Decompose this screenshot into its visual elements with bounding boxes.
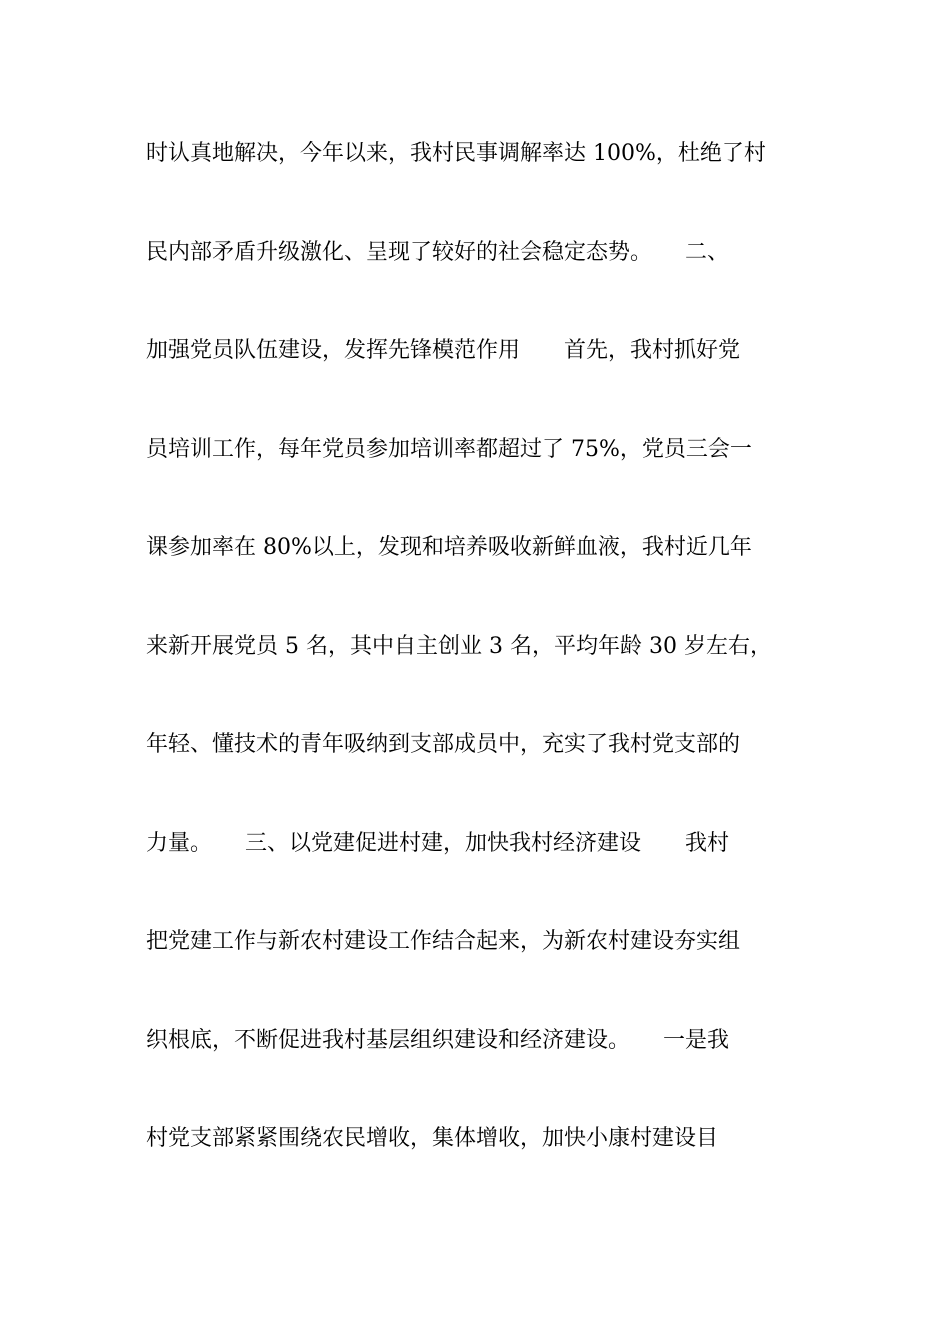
text-line-6: 来新开展党员 5 名，其中自主创业 3 名，平均年龄 30 岁左右， xyxy=(146,633,772,659)
text-line-11: 村党支部紧紧围绕农民增收，集体增收，加快小康村建设目 xyxy=(146,1126,719,1151)
text-line-10: 织根底，不断促进我村基层组织建设和经济建设。 一是我 xyxy=(146,1027,730,1053)
text-line-7: 年轻、懂技术的青年吸纳到支部成员中，充实了我村党支部的 xyxy=(146,732,741,757)
text-line-8: 力量。 三、以党建促进村建，加快我村经济建设 我村 xyxy=(146,830,730,856)
text-line-2: 民内部矛盾升级激化、呈现了较好的社会稳定态势。 二、 xyxy=(146,239,730,265)
text-line-3: 加强党员队伍建设，发挥先锋模范作用 首先，我村抓好党 xyxy=(146,338,741,363)
text-line-5: 课参加率在 80%以上，发现和培养吸收新鲜血液，我村近几年 xyxy=(146,535,752,560)
body-text xyxy=(146,130,806,1214)
text-line-1: 时认真地解决，今年以来，我村民事调解率达 100%，杜绝了村 xyxy=(146,141,766,166)
text-line-9: 把党建工作与新农村建设工作结合起来，为新农村建设夯实组 xyxy=(146,929,741,954)
text-line-4: 员培训工作，每年党员参加培训率都超过了 75%，党员三会一 xyxy=(146,436,752,462)
